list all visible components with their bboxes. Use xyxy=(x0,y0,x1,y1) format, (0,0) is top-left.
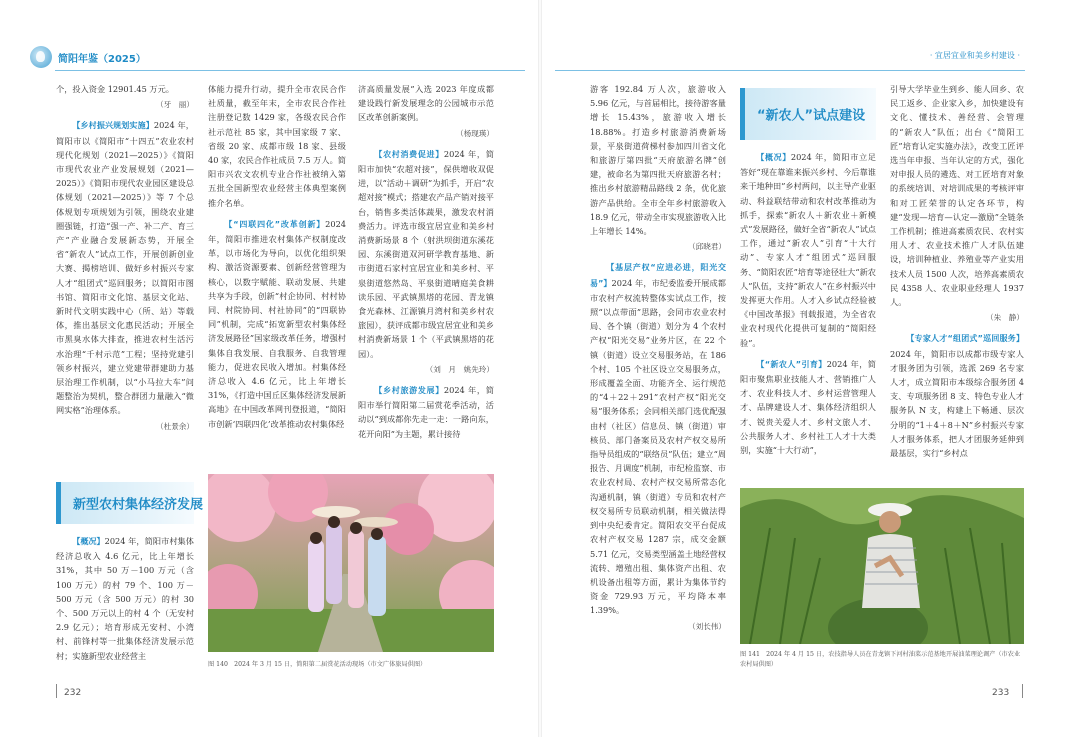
photo-caption: 图 141 2024 年 4 月 15 日，农技指导人员在青龙镇下河村油菜示范基地开展油菜理论调产（市农业农村局供图） xyxy=(740,651,1021,668)
column-3 xyxy=(358,82,494,441)
header-rule-right xyxy=(555,70,1025,71)
flower-festival-image xyxy=(208,474,494,652)
section-banner-new-farmer xyxy=(740,88,876,140)
column-4 xyxy=(590,82,726,640)
banner-title: “新农人”试点建设 xyxy=(757,108,866,124)
author-signature: （牙 丽） xyxy=(156,100,194,110)
author-signature: （刘 月 姚先玲） xyxy=(425,364,494,374)
section-banner-collective-economy xyxy=(56,482,204,524)
entry-text: 2024 年，简阳市推进农村集体产权制度改革，以市场化为导向，以优化组织架构、激活资源要素、创新经营管理为核心，以数字赋能、联动发展、共建共享为手段，创新“村企协同、村村协同、村院协同、村社协同”的“四联协同”机制，完成“拓宽新型农村集体经济发展路径”国家级改革任务，增强村集体自我发展、自我服务、自我管理能力，促进农民收入增加。村集体经济总收入 4.6 亿元，比上年增长 31%，《打造中国丘区集体经济发展新高地》在中国改革网刊登报道，“简阳市创新‘四联四化’改革推动农村集体经 xyxy=(208,218,346,429)
entry-tag: 【概况】 xyxy=(72,537,105,546)
entry-text: 2024 年，简阳市举行简阳第二届赏花季活动，活动以“到成都你先走一走：一路向东，花开向阳”为主题，累计接待 xyxy=(358,385,494,439)
header-rule-left xyxy=(55,70,525,71)
book-title: 简阳年鉴（2025） xyxy=(58,53,146,65)
author-signature: （邱晓君） xyxy=(688,242,726,252)
paragraph: 引导大学毕业生到乡、能人回乡、农民工返乡、企业家入乡，加快建设有文化、懂技术、善经营、会管理的“新农人”队伍；出台《“简阳工匠”培育认定实施办法》，改变工匠评选当年申报、当年认定的方式，强化对申报人员的遴选、对工匠培育对象的系统培训、对培训成果的考核评审和对工匠荣誉的认定各环节，构建“发现—培育—认定—激励”全链条工作机制；推进高素质农民、农村实用人才、农业技术推广人才队伍建设，培训种植业、养殖业等产业实用技术人员 1500 人次，培养高素质农民 4358 人、农业职业经理人 1937 人。 xyxy=(890,84,1024,308)
entry-text: 2024 年，简阳市村集体经济总收入 4.6 亿元，比上年增长 31%，其中 50 万－100 万元（含 100 万元）的村 79 个、100 万－500 万元（含 500 万元）的村 30 个、500 万元以上的村 4 个（无安村 2.9 亿元）；培育形成无安村、小湾村、前锋村等一批集体经济发展示范村；实施新型农业经营主 xyxy=(56,536,194,661)
column-5 xyxy=(740,150,876,457)
photo-caption: 图 140 2024 年 3 月 15 日，简阳第二届赏花活动现场（市文广体旅局供图） xyxy=(208,661,427,668)
entry-tag: 【“新农人”引育】 xyxy=(756,359,827,369)
entry-tag: 【“四联四化”改革创新】 xyxy=(224,219,326,229)
entry-text: 2024 年，简阳市以《简阳市“十四五”农业农村现代化规划（2021—2025）》《简阳市现代农业产业发展规划（2021—2025）》《简阳市现代农业园区建设总体规划（2021—2025）》等 7 个总体规划专项规划为引领，围绕农业建圈强链，打造“强一产、补二产、育三产”产业融合发展新态势，开展全省“新农人”试点工作，开展创新创业大赛、揭榜培训、做好乡村振兴专家人才“组团式”巡回服务；以简阳市图书馆、简阳市文化馆、基层文化站、新时代文明实践中心（所、站）等载体，推出基层文化惠民活动；开展全市黑臭水体大排查，推进农村生活污水治理“千村示范”工程；坚持党建引领乡村振兴，建立党建带群建助力基层治理工作机制，以“小马拉大车”问题整治为契机，整合群团力量融入“微网实格”治理体系。 xyxy=(56,120,194,416)
column-1 xyxy=(56,82,194,440)
page-number-bar xyxy=(56,684,57,698)
entry-text: 2024 年，市纪委监委开展成都市农村产权流转整体实试点工作，按照“以点带面”思路，会同市农业农村局、各个镇（街道）划分为 4 个农村产权“阳光交易”业务片区，在 22 个镇（街道）设立交易服务站，在 186 个村、105 个社区设立交易服务点，形成覆盖全面、功能齐全、运行规范的“4＋22＋291”农村产权“阳光交易”服务体系；会同相关部门选优配强由村（社区）信息员、镇（街道）审核员、部门备案员及农村产权交易所指导员组成的“联络员”队伍；建立“周报告、月调度”机制，市纪检监察、市农业农村局、农村产权交易所常态化沟通机制，镇（街道）专员和农村产权交易所专员联动机制，相关做法得到中央纪委肯定。简阳农交平台促成农村产权交易 1287 宗，成交金额 5.71 亿元，交易类型涵盖土地经营权流转、增殖出租、集体资产出租、农机设备出租等方面，累计为集体节约资金 729.93 万元，平均降本率 1.39%。 xyxy=(590,277,726,616)
entry-tag: 【专家人才“组团式”巡回服务】 xyxy=(906,334,1024,344)
paragraph: 游客 192.84 万人次，旅游收入 5.96 亿元，与首届相比，接待游客量增长 15.43%，旅游收入增长 18.88%。打造乡村旅游消费新场景，平泉街道荷梯村参加四川省文化和旅游厅第四批“天府旅游名牌”创建，被命名为第四批天府旅游名村；推出乡村旅游精品路线 2 条，优化旅游产品供给。全市全年乡村旅游收入 18.9 亿元，带动全市实现旅游收入比上年增长 14%。 xyxy=(590,84,726,237)
page-number-right: 233 xyxy=(992,688,1010,698)
entry-tag: 【乡村旅游发展】 xyxy=(374,386,444,396)
author-signature: （朱 静） xyxy=(986,313,1024,323)
column-1-lower xyxy=(56,534,194,663)
photo-rapeseed-guidance xyxy=(740,488,1024,644)
paragraph: 济高质量发展”入选 2023 年度成都建设践行新发展理念的公园城市示范区改革创新案例。 xyxy=(358,84,494,123)
yearbook-logo-icon xyxy=(30,46,52,68)
binding-gutter xyxy=(538,0,542,737)
banner-title: 新型农村集体经济发展 xyxy=(73,497,204,513)
paragraph: 个，投入资金 12901.45 万元。 xyxy=(56,84,174,94)
column-2 xyxy=(208,82,346,431)
page-number-bar xyxy=(1022,684,1023,698)
entry-text: 2024 年，简阳市聚焦职业技能人才、营销推广人才、农业科技人才、乡村运营管理人才、品牌建设人才、集体经济组织人才、锐贵关爱人才、乡村文旅人才、公共服务人才、乡村社工人才十大类别，实施“十大行动”， xyxy=(740,358,876,456)
entry-text: 2024 年，简阳市立足答好“现在靠谁来振兴乡村、今后靠谁来干地种田”乡村两问，以主导产业驱动、科益联结带动和农村改革推动为抓手，探索“新农人＋新农业＋新模式”发展路径，做好全省“新农人”试点工作，通过“新农人”引育“十大行动”、专家人才“组团式”巡回服务、“简阳农匠”培育等途径壮大“新农人”队伍，支持“新农人”在乡村振兴中发挥更大作用。人才入乡试点经验被《中国改革报》刊载报道，为全省农业农村现代化提供可复制的“简阳经验”。 xyxy=(740,152,876,348)
column-6 xyxy=(890,82,1024,460)
paragraph: 体能力提升行动，提升全市农民合作社质量，截至年末，全市农民合作社注册登记数 1429 家，各级农民合作社示范社 85 家，其中国家级 7 家、省级 20 家、成都市级 18 家、县级 40 家，农民合作社成员 7.5 万人。简阳市兴农文农机专业合作社被纳入第五批全国新型农业经营主体典型案例推介名单。 xyxy=(208,84,346,208)
running-header-left xyxy=(30,46,146,68)
photo-flower-festival xyxy=(208,474,494,652)
entry-tag: 【农村消费促进】 xyxy=(374,149,444,159)
entry-tag: 【基层产权“应进必进，阳光交易”】 xyxy=(590,263,726,288)
entry-text: 2024 年，简阳市加快“农超对接”，保供增收双促进，以“活动＋调研”为抓手，开启“农超对接”模式；搭建农产品产销对接平台，销售多类活体蔬果，激发农村消费活力。评选市级宜居宜业和美乡村消费新场景 8 个（射洪坝街道东溪花园、东溪街道双河研学教育基地、新市街道石家村宜居宜业和美乡村、平泉街道悠然岛、平泉街道晴庭美食耕读乐园、平武镇黑塔的花园、青龙镇食光森林、江源镇月湾村和美乡村农旅园），获评成都市级宜居宜业和美乡村消费新场景 1 个（平武镇黑塔的花园）。 xyxy=(358,148,494,359)
rapeseed-field-image xyxy=(740,488,1024,644)
page-number-left: 232 xyxy=(64,688,82,698)
author-signature: （杨现瑛） xyxy=(456,128,494,138)
author-signature: （刘长伟） xyxy=(688,621,726,631)
entry-tag: 【乡村振兴规划实施】 xyxy=(72,121,154,131)
author-signature: （杜景余） xyxy=(156,421,194,431)
entry-tag: 【概况】 xyxy=(756,153,791,162)
section-title: · 宜居宜业和美乡村建设 · xyxy=(929,51,1020,60)
entry-text: 2024 年，简阳市以成都市级专家人才服务团为引领，选派 269 名专家人才，成立简阳市本级综合服务团 4 支、专项服务团 8 支、特色专业人才服务队 N 支，构建上下畅通、层次分明的“1＋4＋8＋N”乡村振兴专家人才服务体系，把人才团服务延伸到最基层，实行“乡村点 xyxy=(890,348,1024,459)
